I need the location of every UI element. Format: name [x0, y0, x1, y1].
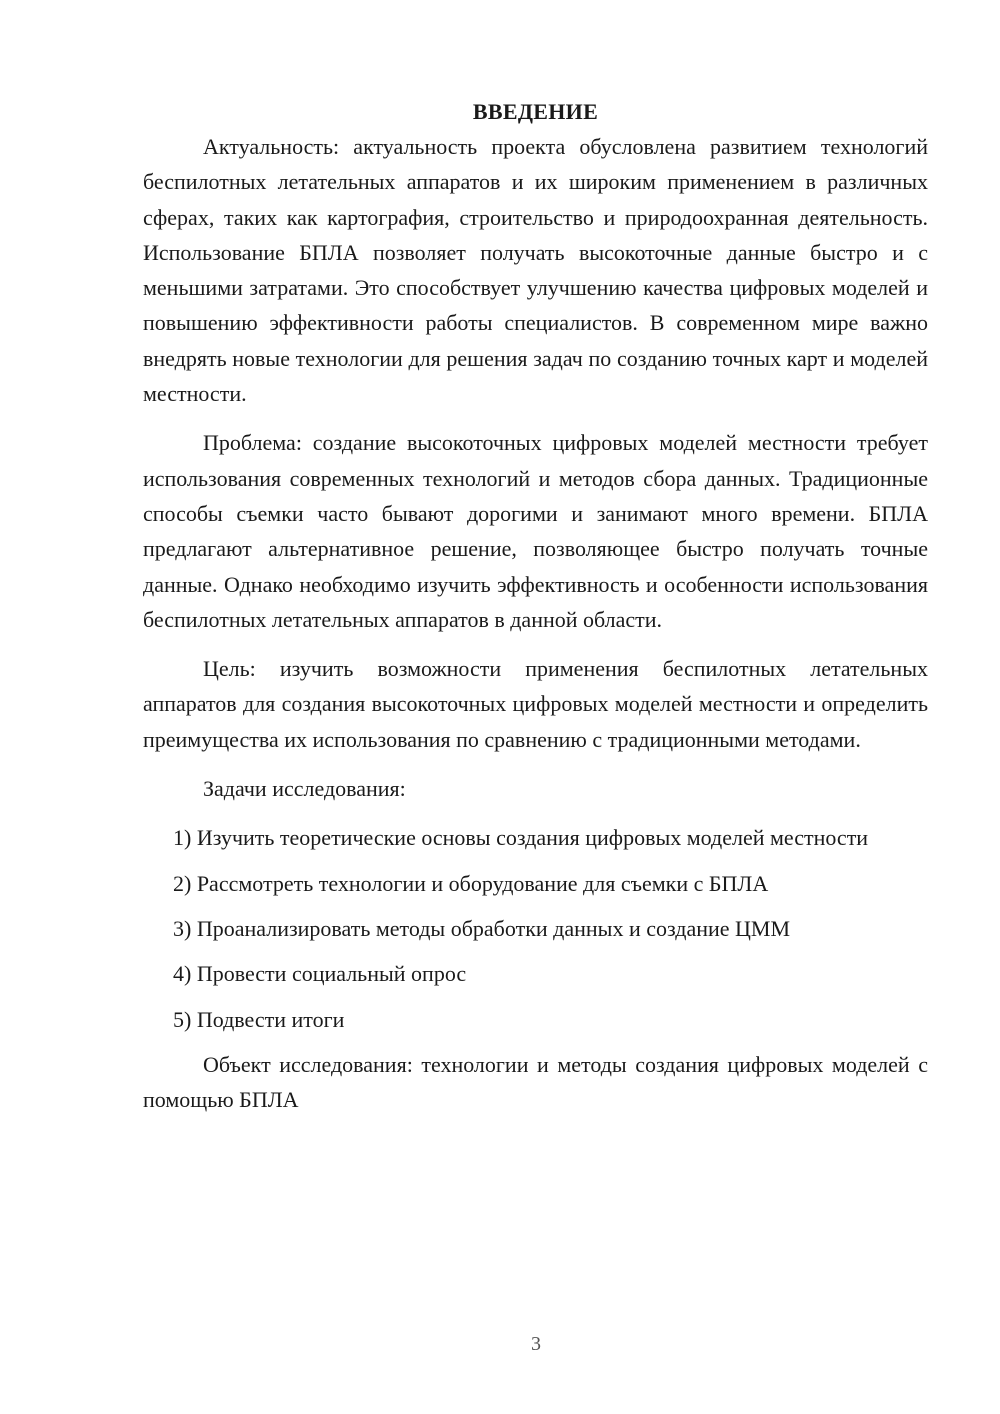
paragraph-goal: Цель: изучить возможности применения беспилотных летательных аппаратов для создания высокоточных цифровых моделей местности и определить преимущества их использования по сравнению с традиционными методами. [143, 656, 928, 752]
paragraph-relevance: Актуальность: актуальность проекта обусловлена развитием технологий беспилотных летательных аппаратов и их широким применением в различных сферах, таких как картография, строительство и природоохранная деятельность. Использование БПЛА позволяет получать высокоточные данные быстро и с меньшими затратами. Это способствует улучшению качества цифровых моделей и повышению эффективности работы специалистов. В современном мире важно внедрять новые технологии для решения задач по созданию точных карт и моделей местности. [143, 134, 928, 407]
list-item: 3) Проанализировать методы обработки данных и создание ЦММ [173, 915, 791, 941]
paragraph-object: Объект исследования: технологии и методы создания цифровых моделей с помощью БПЛА [143, 1051, 928, 1113]
section-title: ВВЕДЕНИЕ [472, 99, 599, 124]
list-item: 1) Изучить теоретические основы создания цифровых моделей местности [173, 825, 869, 851]
page-content [143, 94, 928, 1131]
tasks-list [143, 820, 928, 1036]
paragraph-problem: Проблема: создание высокоточных цифровых моделей местности требует использования современных технологий и методов сбора данных. Традиционные способы съемки часто бывают дорогими и занимают много времени. БПЛА предлагают альтернативное решение, позволяющее быстро получать точные данные. Однако необходимо изучить эффективность и особенности использования беспилотных летательных аппаратов в данной области. [143, 430, 928, 632]
list-item: 4) Провести социальный опрос [173, 961, 467, 987]
list-item: 2) Рассмотреть технологии и оборудование для съемки с БПЛА [173, 870, 769, 896]
tasks-heading: Задачи исследования: [203, 776, 406, 802]
list-item: 5) Подвести итоги [173, 1006, 345, 1032]
page-number: 3 [531, 1333, 541, 1355]
